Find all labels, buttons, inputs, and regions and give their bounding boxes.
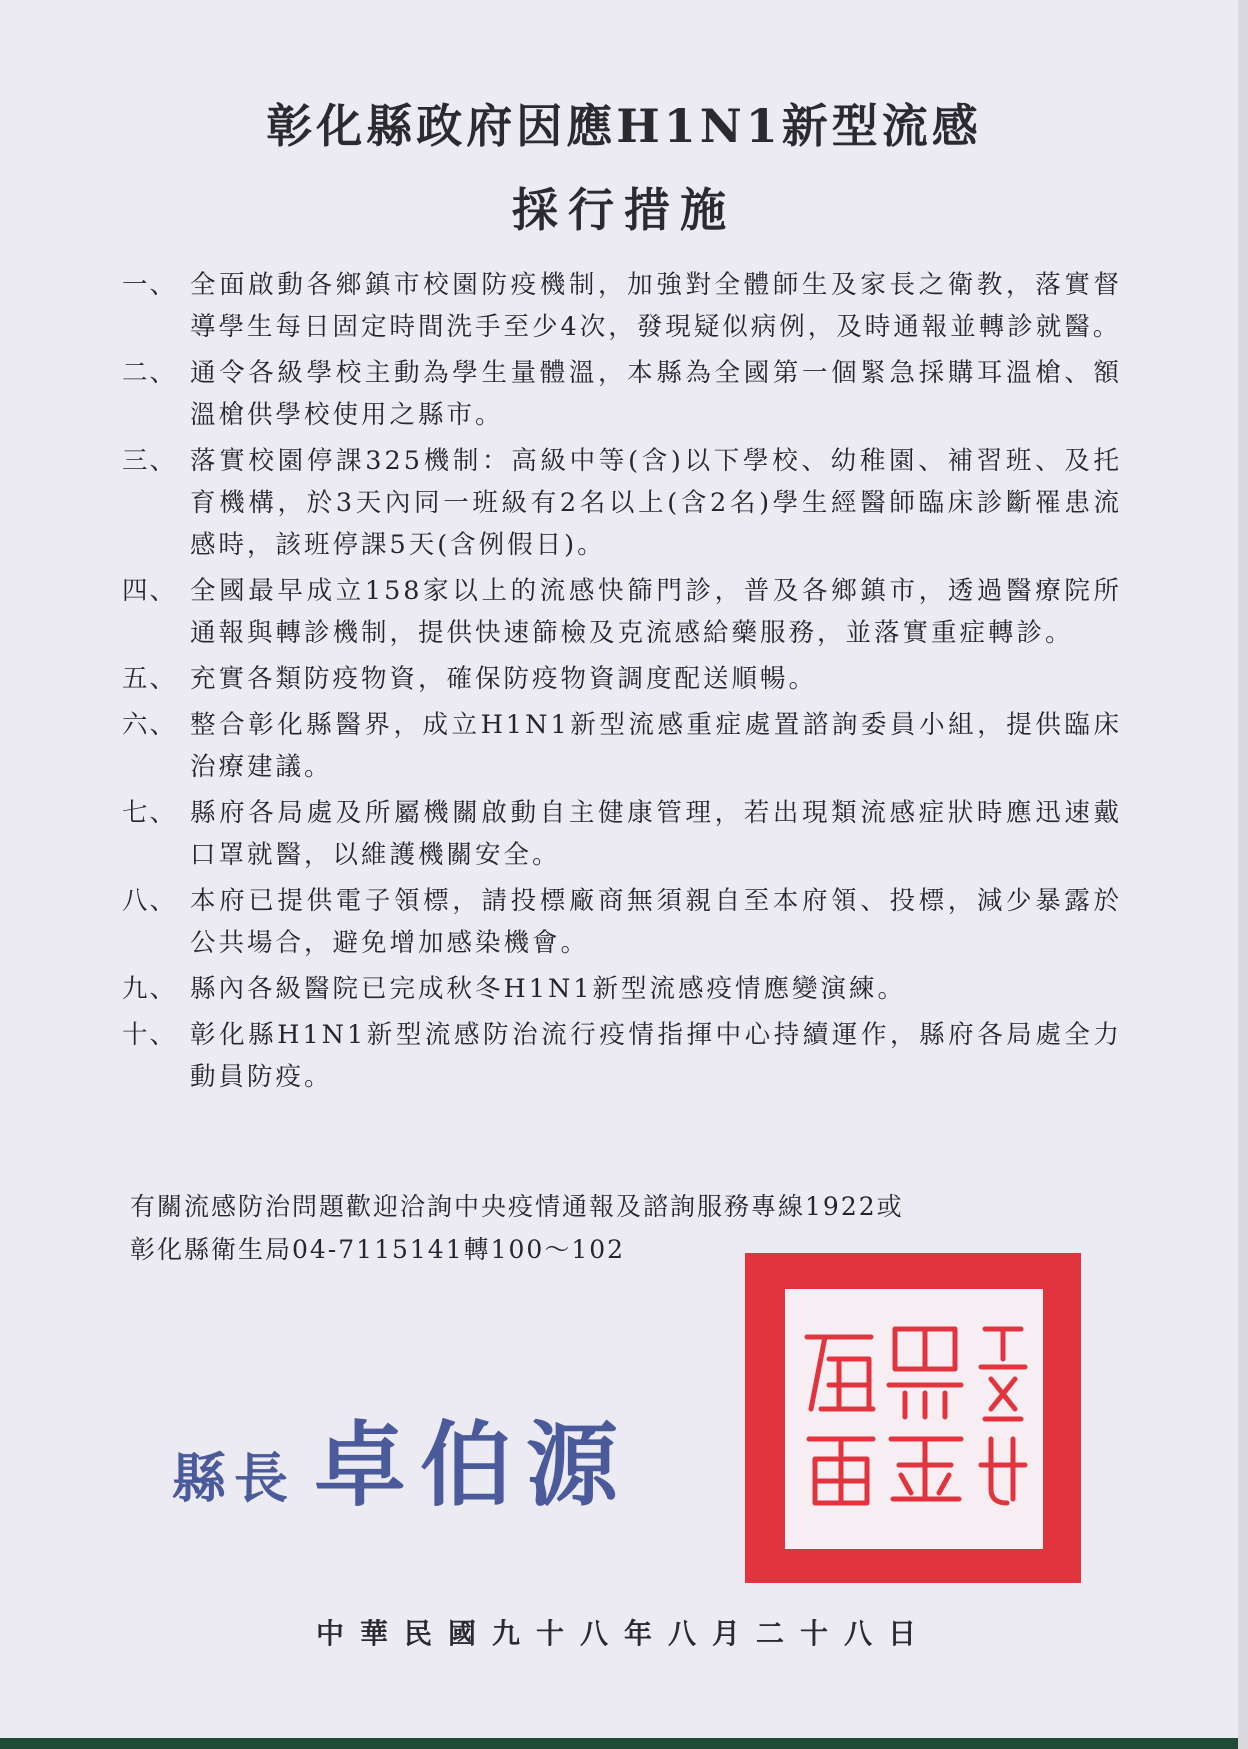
list-item — [122, 880, 1122, 964]
contact-line-1: 有關流感防治問題歡迎洽詢中央疫情通報及諮詢服務專線1922或 — [130, 1192, 904, 1221]
item-number: 二、 — [122, 358, 178, 388]
list-item — [122, 704, 1122, 788]
item-number: 九、 — [122, 974, 178, 1004]
signature-title: 縣長 — [172, 1446, 296, 1510]
item-number: 四、 — [122, 576, 178, 606]
list-item — [122, 658, 1122, 700]
document-date: 中華民國九十八年八月二十八日 — [315, 1617, 932, 1650]
item-text: 全面啟動各鄉鎮市校園防疫機制，加強對全體師生及家長之衛教，落實督導學生每日固定時間洗手至少4次，發現疑似病例，及時通報並轉診就醫。 — [190, 270, 1122, 342]
list-item — [122, 352, 1122, 436]
list-item — [122, 968, 1122, 1010]
item-number: 三、 — [122, 446, 178, 476]
measures-list — [122, 264, 1122, 1098]
item-number: 五、 — [122, 664, 178, 694]
item-text: 全國最早成立158家以上的流感快篩門診，普及各鄉鎮市，透過醫療院所通報與轉診機制，提供快速篩檢及克流感給藥服務，並落實重症轉診。 — [190, 576, 1122, 648]
signature-name: 卓伯源 — [314, 1411, 633, 1519]
item-text: 充實各類防疫物資，確保防疫物資調度配送順暢。 — [190, 664, 818, 694]
seal-glyphs-icon — [785, 1289, 1043, 1549]
item-number: 十、 — [122, 1020, 178, 1050]
page-edge — [1238, 0, 1248, 1749]
item-number: 一、 — [122, 270, 178, 300]
list-item — [122, 440, 1122, 566]
list-item — [122, 570, 1122, 654]
item-text: 本府已提供電子領標，請投標廠商無須親自至本府領、投標，減少暴露於公共場合，避免增加感染機會。 — [190, 886, 1122, 958]
official-seal — [745, 1253, 1081, 1583]
document-subtitle: 採行措施 — [512, 183, 736, 237]
item-text: 縣內各級醫院已完成秋冬H1N1新型流感疫情應變演練。 — [190, 974, 906, 1004]
item-text: 彰化縣H1N1新型流感防治流行疫情指揮中心持續運作，縣府各局處全力動員防疫。 — [190, 1020, 1122, 1092]
contact-line-2: 彰化縣衛生局04-7115141轉100～102 — [130, 1235, 626, 1264]
item-number: 六、 — [122, 710, 178, 740]
document-title: 彰化縣政府因應H1N1新型流感 — [266, 99, 982, 153]
item-text: 縣府各局處及所屬機關啟動自主健康管理，若出現類流感症狀時應迅速戴口罩就醫，以維護機關安全。 — [190, 798, 1122, 870]
item-text: 整合彰化縣醫界，成立H1N1新型流感重症處置諮詢委員小組，提供臨床治療建議。 — [190, 710, 1122, 782]
item-text: 落實校園停課325機制：高級中等(含)以下學校、幼稚園、補習班、及托育機構，於3天內同一班級有2名以上(含2名)學生經醫師臨床診斷罹患流感時，該班停課5天(含例假日)。 — [190, 446, 1122, 560]
list-item — [122, 792, 1122, 876]
list-item — [122, 1014, 1122, 1098]
seal-face — [785, 1289, 1043, 1549]
item-number: 八、 — [122, 886, 178, 916]
signature-block — [172, 1392, 632, 1524]
list-item — [122, 264, 1122, 348]
item-number: 七、 — [122, 798, 178, 828]
item-text: 通令各級學校主動為學生量體溫，本縣為全國第一個緊急採購耳溫槍、額溫槍供學校使用之縣市。 — [190, 358, 1122, 430]
